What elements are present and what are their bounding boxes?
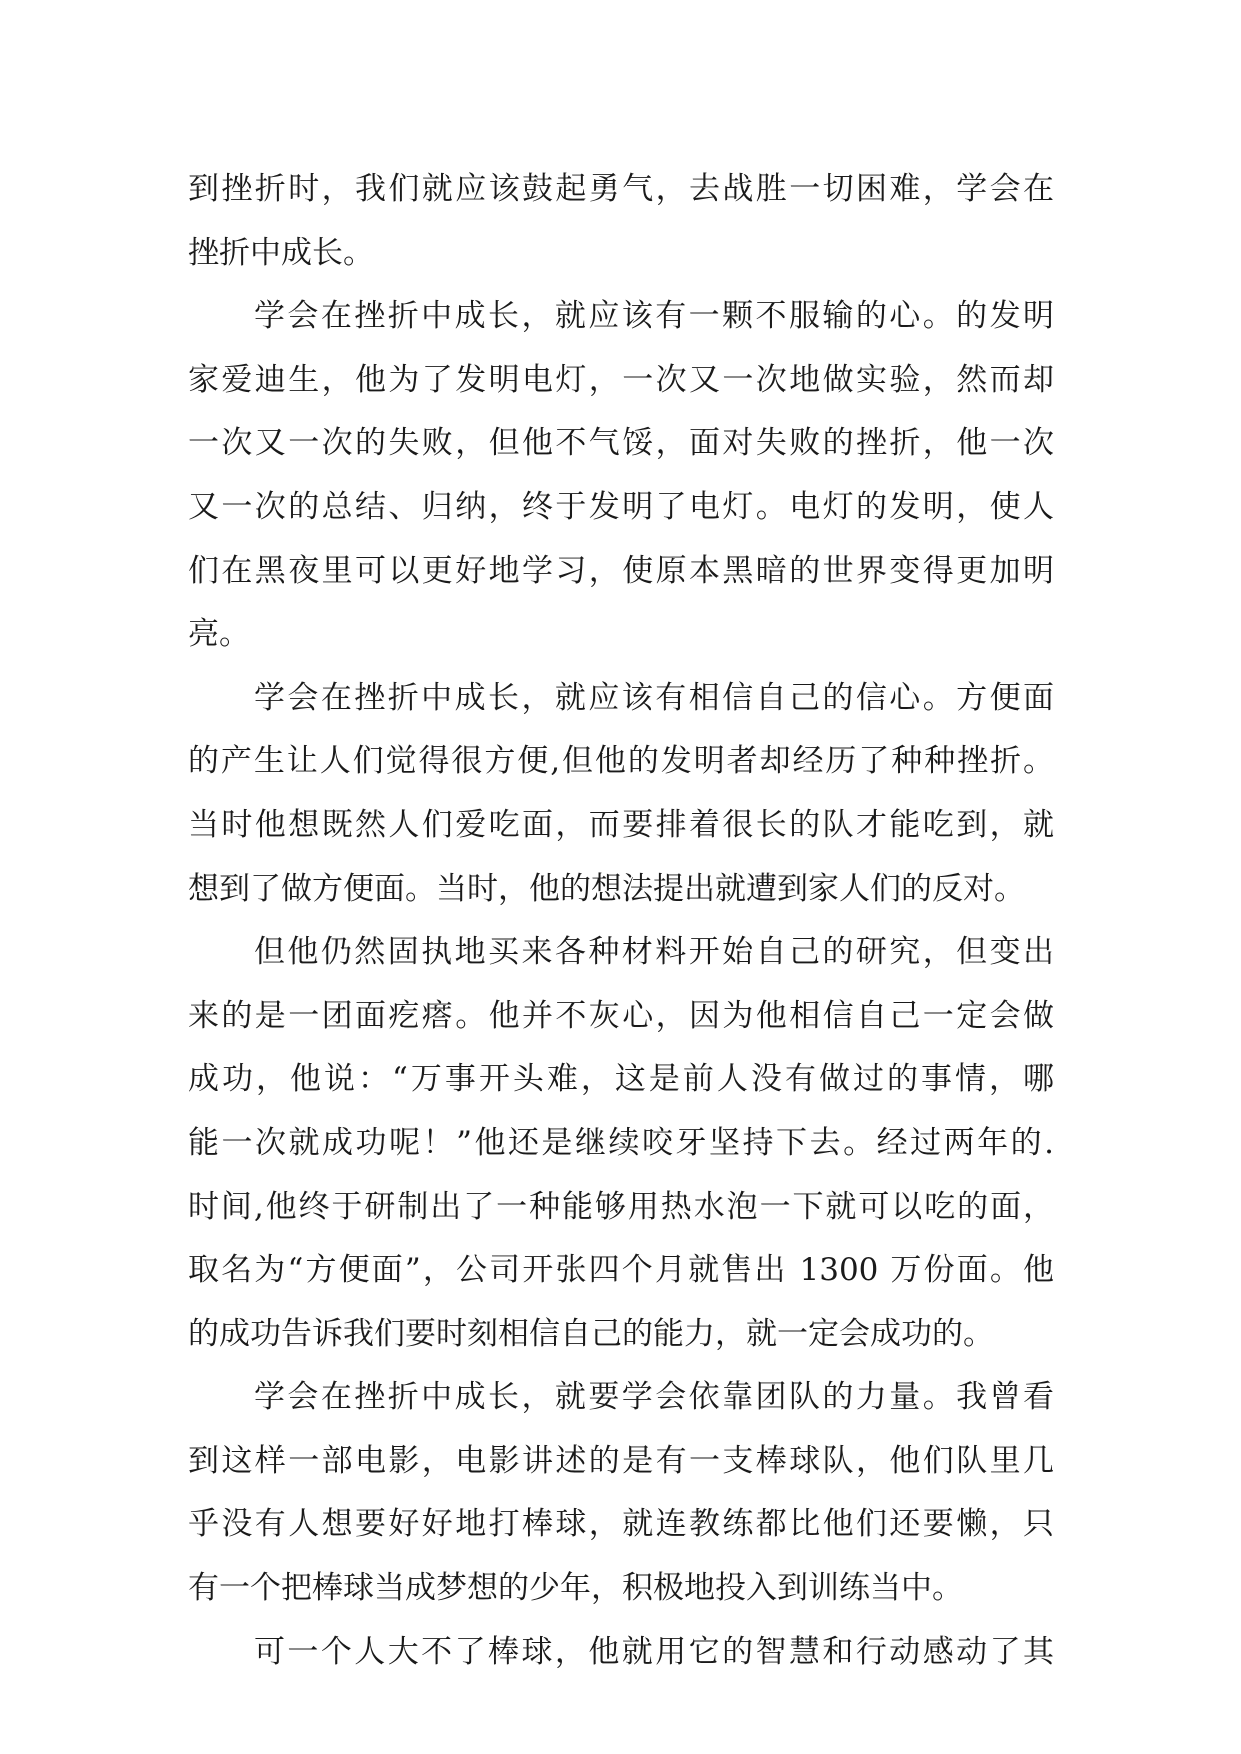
- paragraph: [188, 1621, 1054, 1685]
- paragraph: [188, 921, 1054, 1366]
- text-line: 有一个把棒球当成梦想的少年，积极地投入到训练当中。: [188, 1570, 963, 1607]
- text-line: 想到了做方便面。当时，他的想法提出就遭到家人们的反对。: [188, 870, 1025, 907]
- text-line: 学会在挫折中成长，就应该有一颗不服输的心。的发明: [254, 298, 1054, 335]
- text-line: 到挫折时，我们就应该鼓起勇气，去战胜一切困难，学会在: [188, 171, 1054, 207]
- text-line: 可一个人大不了棒球，他就用它的智慧和行动感动了其: [254, 1633, 1054, 1670]
- text-line: 来的是一团面疙瘩。他并不灰心，因为他相信自己一定会做: [188, 997, 1054, 1034]
- text-line: 成功，他说：“万事开头难，这是前人没有做过的事情，哪: [188, 1061, 1054, 1098]
- text-line: 学会在挫折中成长，就应该有相信自己的信心。方便面: [254, 679, 1054, 716]
- text-line: 又一次的总结、归纳，终于发明了电灯。电灯的发明，使人: [188, 488, 1054, 525]
- text-line: 乎没有人想要好好地打棒球，就连教练都比他们还要懒，只: [188, 1506, 1054, 1543]
- text-line: 家爱迪生，他为了发明电灯，一次又一次地做实验，然而却: [188, 361, 1054, 398]
- text-line: 学会在挫折中成长，就要学会依靠团队的力量。我曾看: [254, 1379, 1054, 1416]
- paragraph: [188, 158, 1054, 285]
- text-line: 到这样一部电影，电影讲述的是有一支棒球队，他们队里几: [188, 1442, 1054, 1479]
- text-line: 取名为“方便面”，公司开张四个月就售出 1300 万份面。他: [188, 1252, 1054, 1289]
- paragraph: [188, 667, 1054, 921]
- body-text: [188, 158, 1054, 1684]
- text-line: 一次又一次的失败，但他不气馁，面对失败的挫折，他一次: [188, 425, 1054, 462]
- text-line: 亮。: [188, 616, 250, 653]
- text-line: 们在黑夜里可以更好地学习，使原本黑暗的世界变得更加明: [188, 552, 1054, 589]
- text-line: 挫折中成长。: [188, 234, 374, 271]
- text-line: 能一次就成功呢！”他还是继续咬牙坚持下去。经过两年的.: [188, 1124, 1054, 1161]
- text-line: 时间,他终于研制出了一种能够用热水泡一下就可以吃的面，: [188, 1188, 1054, 1225]
- text-line: 的成功告诉我们要时刻相信自己的能力，就一定会成功的。: [188, 1315, 994, 1352]
- text-line: 但他仍然固执地买来各种材料开始自己的研究，但变出: [254, 934, 1054, 971]
- paragraph: [188, 285, 1054, 667]
- text-line: 当时他想既然人们爱吃面，而要排着很长的队才能吃到，就: [188, 806, 1054, 843]
- text-line: 的产生让人们觉得很方便,但他的发明者却经历了种种挫折。: [188, 743, 1054, 780]
- paragraph: [188, 1366, 1054, 1620]
